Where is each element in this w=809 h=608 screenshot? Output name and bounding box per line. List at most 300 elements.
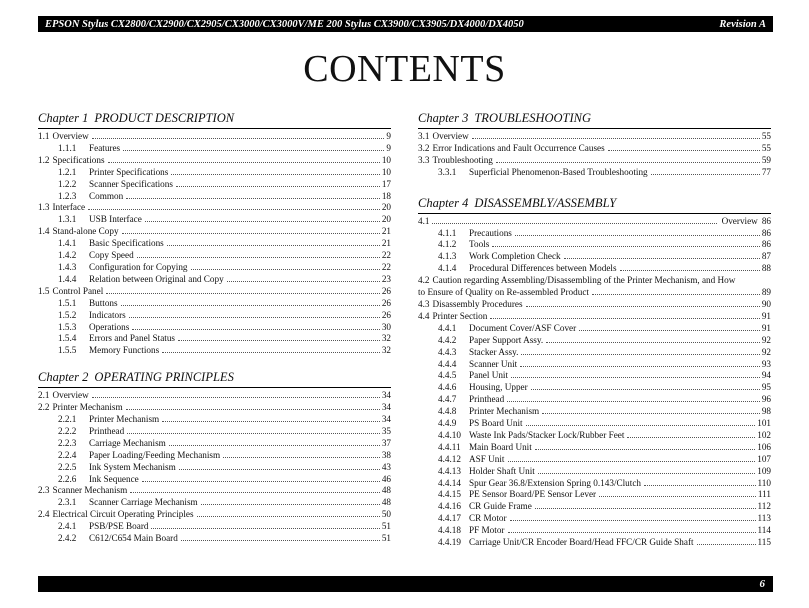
toc-entry-number: 4.4.14 — [438, 477, 461, 488]
toc-entry-number: 3.3.1 — [438, 166, 457, 177]
toc-entry-title: Scanner Carriage Mechanism — [89, 497, 198, 508]
toc-entry[interactable] — [38, 462, 391, 474]
dot-leader — [507, 401, 760, 402]
toc-entry-number: 3.3 — [418, 154, 430, 165]
dot-leader — [191, 269, 380, 270]
chapter-heading — [418, 195, 771, 214]
toc-page-number: 111 — [757, 489, 771, 500]
toc-entry-number: 4.4.5 — [438, 370, 457, 381]
toc-entry[interactable] — [418, 143, 771, 155]
dot-leader — [151, 528, 379, 529]
toc-entry-number: 4.1 — [418, 215, 430, 226]
chapter-number: Chapter 4 — [418, 195, 469, 210]
toc-entry-number: 1.5 — [38, 285, 50, 296]
toc-entry-number: 2.2.1 — [58, 414, 77, 425]
toc-entry-title-continued: to Ensure of Quality on Re-assembled Product — [418, 287, 589, 298]
toc-entry[interactable] — [418, 537, 771, 549]
toc-entry-number: 4.4.3 — [438, 346, 457, 357]
toc-entry-number: 2.3 — [38, 485, 50, 496]
dot-leader — [201, 504, 380, 505]
toc-page-number: 89 — [761, 287, 771, 298]
dot-leader — [181, 540, 380, 541]
dot-leader — [510, 520, 756, 521]
chapter-section — [418, 110, 771, 179]
toc-entry-number: 1.2 — [38, 154, 50, 165]
toc-entry[interactable] — [38, 322, 391, 334]
toc-entry-title: Printer Mechanism — [89, 414, 160, 425]
toc-entry[interactable] — [38, 474, 391, 486]
toc-page-number: 86 — [761, 215, 771, 226]
toc-entry-title: Carriage Unit/CR Encoder Board/Head FFC/CR Guide Shaft — [469, 537, 694, 548]
toc-entry-number: 3.2 — [418, 142, 430, 153]
page-title: CONTENTS — [303, 48, 506, 90]
toc-entry[interactable] — [38, 426, 391, 438]
dot-leader — [92, 397, 380, 398]
dot-leader — [520, 366, 760, 367]
toc-page-number: 88 — [761, 263, 771, 274]
toc-page-number: 106 — [757, 441, 771, 452]
toc-entry-title: Housing, Upper — [469, 382, 528, 393]
dot-leader — [106, 293, 380, 294]
toc-entry[interactable] — [38, 485, 391, 497]
dot-leader — [472, 138, 760, 139]
dot-leader — [564, 258, 760, 259]
toc-entry-number: 4.3 — [418, 298, 430, 309]
toc-entry-number: 4.4.17 — [438, 513, 461, 524]
toc-page-number: 35 — [381, 425, 391, 436]
toc-entry-title: Work Completion Check — [469, 251, 561, 262]
dot-leader — [132, 329, 380, 330]
toc-entry[interactable] — [38, 191, 391, 203]
dot-leader — [542, 413, 760, 414]
dot-leader — [167, 245, 380, 246]
toc-entry[interactable] — [38, 310, 391, 322]
chapter-heading — [418, 110, 771, 129]
dot-leader — [126, 198, 380, 199]
toc-page-number: 26 — [381, 285, 391, 296]
toc-entry-title: Printer Specifications — [89, 166, 169, 177]
toc-entry-title: Overview — [432, 131, 469, 141]
dot-leader — [644, 485, 756, 486]
toc-entry[interactable] — [38, 533, 391, 545]
toc-page-number: 50 — [381, 509, 391, 520]
toc-entry[interactable] — [418, 311, 771, 323]
dot-leader — [511, 377, 760, 378]
toc-entry[interactable] — [418, 442, 771, 454]
toc-page-number: 91 — [761, 310, 771, 321]
toc-entry[interactable] — [418, 359, 771, 371]
toc-entry-title: Scanner Mechanism — [52, 485, 128, 496]
toc-entry-title: Printer Mechanism — [52, 402, 123, 413]
chapter-number: Chapter 1 — [38, 111, 89, 125]
toc-entry-number: 4.4.9 — [438, 418, 457, 429]
toc-entry-number: 1.5.3 — [58, 321, 77, 332]
toc-entry-number: 4.4.11 — [438, 441, 461, 452]
toc-page-number: 112 — [757, 501, 771, 512]
toc-entry-title: Ink System Mechanism — [89, 461, 176, 472]
toc-entry[interactable] — [418, 489, 771, 501]
toc-entry-title: Procedural Differences between Models — [469, 263, 617, 274]
toc-page-number: 37 — [381, 437, 391, 448]
toc-entry[interactable] — [38, 250, 391, 262]
toc-page-number: 115 — [757, 537, 771, 548]
toc-entry-number: 2.2.2 — [58, 425, 77, 436]
toc-entry-title: Error Indications and Fault Occurrence Causes — [432, 142, 605, 153]
toc-page-number: 34 — [381, 402, 391, 413]
dot-leader — [227, 281, 380, 282]
dot-leader — [179, 469, 380, 470]
toc-entry-number: 2.4.1 — [58, 521, 77, 532]
dot-leader — [508, 461, 756, 462]
toc-entry-number: 1.3.1 — [58, 214, 77, 225]
toc-entry-title: Tools — [469, 239, 490, 250]
toc-left-column — [38, 110, 391, 548]
toc-entry[interactable] — [418, 251, 771, 263]
toc-page-number: 114 — [757, 525, 771, 536]
toc-entry[interactable] — [38, 238, 391, 250]
dot-leader — [546, 342, 760, 343]
toc-entry-number: 4.4.6 — [438, 382, 457, 393]
dot-leader — [651, 174, 760, 175]
toc-entry-number: 1.4.3 — [58, 261, 77, 272]
toc-entry-number: 4.4.18 — [438, 525, 461, 536]
toc-page-number: 109 — [757, 465, 771, 476]
dot-leader — [92, 138, 385, 139]
dot-leader — [162, 352, 380, 353]
toc-entry[interactable] — [418, 155, 771, 167]
toc-entry-number: 2.2 — [38, 402, 50, 413]
toc-entry-title: Carriage Mechanism — [89, 437, 166, 448]
toc-entry-number: 1.5.4 — [58, 333, 77, 344]
toc-entry-title: Features — [89, 142, 121, 153]
toc-entry-title: Printer Section — [432, 310, 488, 321]
toc-entry[interactable] — [38, 333, 391, 345]
toc-entry-title: ASF Unit — [469, 453, 505, 464]
toc-page-number: 20 — [381, 202, 391, 213]
toc-page-number: 101 — [757, 418, 771, 429]
toc-entry[interactable] — [38, 450, 391, 462]
toc-entry[interactable] — [418, 335, 771, 347]
toc-page-number: 32 — [381, 333, 391, 344]
toc-entry-title: Overview — [721, 215, 758, 226]
toc-entry-title: Printer Mechanism — [469, 406, 540, 417]
dot-leader — [535, 449, 755, 450]
toc-entry[interactable] — [418, 131, 771, 143]
toc-entry[interactable] — [418, 323, 771, 335]
toc-page-number: 22 — [381, 250, 391, 261]
toc-entry-number: 2.4 — [38, 509, 50, 520]
toc-entry[interactable] — [38, 143, 391, 155]
toc-entry-number: 4.4.8 — [438, 406, 457, 417]
toc-entry-number: 4.1.3 — [438, 251, 457, 262]
toc-right-column — [418, 110, 771, 552]
dot-leader — [432, 223, 716, 224]
dot-leader — [592, 294, 760, 295]
toc-entry-number: 1.5.2 — [58, 309, 77, 320]
dot-leader — [169, 445, 380, 446]
toc-entry-title: Stacker Assy. — [469, 346, 519, 357]
toc-entry-title: PE Sensor Board/PE Sensor Lever — [469, 489, 597, 500]
toc-entry[interactable] — [38, 414, 391, 426]
toc-entry[interactable] — [38, 214, 391, 226]
chapter-section — [38, 110, 391, 357]
toc-page-number: 110 — [757, 477, 771, 488]
toc-entry-number: 2.4.2 — [58, 533, 77, 544]
toc-entry-title: Common — [89, 190, 124, 201]
toc-entry-title: Overview — [52, 390, 89, 401]
toc-entry[interactable] — [38, 345, 391, 357]
toc-page-number: 30 — [381, 321, 391, 332]
revision-label: Revision A — [719, 18, 766, 30]
toc-entry-number: 4.4.19 — [438, 537, 461, 548]
toc-entry[interactable] — [38, 286, 391, 298]
dot-leader — [142, 481, 380, 482]
dot-leader — [223, 457, 380, 458]
toc-entry-title: Basic Specifications — [89, 238, 164, 249]
toc-entry[interactable] — [418, 430, 771, 442]
toc-page-number: 86 — [761, 239, 771, 250]
chapter-section — [418, 195, 771, 549]
dot-leader — [526, 306, 760, 307]
toc-page-number: 10 — [381, 154, 391, 165]
toc-entry-title: Spur Gear 36.8/Extension Spring 0.143/Clutch — [469, 477, 641, 488]
toc-entry[interactable] — [38, 131, 391, 143]
toc-page-number: 43 — [381, 461, 391, 472]
toc-entry[interactable] — [38, 521, 391, 533]
toc-page-number: 21 — [381, 226, 391, 237]
chapter-name: PRODUCT DESCRIPTION — [94, 111, 235, 125]
dot-leader — [121, 305, 380, 306]
toc-entry-title: Precautions — [469, 227, 512, 238]
toc-page-number: 18 — [381, 190, 391, 201]
toc-entry[interactable] — [38, 262, 391, 274]
toc-entry-number: 4.4.4 — [438, 358, 457, 369]
toc-entry[interactable] — [418, 382, 771, 394]
dot-leader — [508, 532, 756, 533]
chapter-heading — [38, 110, 391, 129]
dot-leader — [521, 354, 759, 355]
toc-entry[interactable] — [418, 454, 771, 466]
toc-page-number: 90 — [761, 298, 771, 309]
dot-leader — [126, 409, 380, 410]
toc-entry-number: 4.1.1 — [438, 227, 457, 238]
toc-page-number: 59 — [761, 154, 771, 165]
dot-leader — [608, 150, 760, 151]
toc-entry-title: C612/C654 Main Board — [89, 533, 178, 544]
toc-entry-title: Paper Loading/Feeding Mechanism — [89, 449, 221, 460]
toc-entry-title: Specifications — [52, 154, 105, 165]
dot-leader — [197, 516, 380, 517]
dot-leader — [122, 233, 380, 234]
dot-leader — [538, 473, 755, 474]
toc-entry[interactable] — [418, 347, 771, 359]
toc-entry-number: 1.1 — [38, 131, 50, 141]
chapter-name: TROUBLESHOOTING — [474, 111, 592, 125]
dot-leader — [515, 235, 760, 236]
toc-entry[interactable] — [418, 167, 771, 179]
dot-leader — [492, 246, 760, 247]
dot-leader — [176, 186, 380, 187]
toc-entry[interactable] — [418, 513, 771, 525]
toc-entry[interactable] — [418, 239, 771, 251]
toc-entry[interactable] — [38, 179, 391, 191]
toc-page-number: 34 — [381, 390, 391, 401]
dot-leader — [599, 496, 756, 497]
toc-entry-number: 1.5.5 — [58, 345, 77, 356]
dot-leader — [127, 433, 380, 434]
toc-entry-title: Printhead — [89, 425, 125, 436]
chapter-name: DISASSEMBLY/ASSEMBLY — [474, 195, 617, 210]
document-header-title: EPSON Stylus CX2800/CX2900/CX2905/CX3000/CX3000V/ME 200 Stylus CX3900/CX3905/DX4000/DX4050 — [45, 18, 524, 30]
toc-entry[interactable] — [418, 466, 771, 478]
toc-entry-title: Memory Functions — [89, 345, 160, 356]
toc-entry-title: Holder Shaft Unit — [469, 465, 535, 476]
toc-entry-title: Scanner Specifications — [89, 178, 173, 189]
toc-page-number: 92 — [761, 334, 771, 345]
toc-entry[interactable] — [418, 299, 771, 311]
toc-entry[interactable] — [38, 438, 391, 450]
toc-page-number: 98 — [761, 406, 771, 417]
toc-entry-number: 2.2.3 — [58, 437, 77, 448]
toc-entry[interactable] — [38, 167, 391, 179]
toc-entry-number: 1.2.1 — [58, 166, 77, 177]
toc-entry[interactable] — [38, 274, 391, 286]
toc-entry-number: 1.5.1 — [58, 297, 77, 308]
toc-page-number: 9 — [386, 142, 391, 153]
toc-entry-title: Document Cover/ASF Cover — [469, 322, 577, 333]
dot-leader — [145, 221, 380, 222]
page-number: 6 — [759, 578, 765, 590]
toc-page-number: 32 — [381, 345, 391, 356]
dot-leader — [88, 209, 380, 210]
toc-entry-title: Electrical Circuit Operating Principles — [52, 509, 194, 520]
dot-leader — [137, 257, 380, 258]
toc-entry[interactable] — [418, 275, 771, 299]
dot-leader — [535, 508, 756, 509]
toc-page-number: 96 — [761, 394, 771, 405]
toc-entry-number: 2.2.5 — [58, 461, 77, 472]
toc-entry-title: Indicators — [89, 309, 126, 320]
toc-entry-number: 4.2 — [418, 275, 430, 286]
toc-entry-number: 1.4.2 — [58, 250, 77, 261]
dot-leader — [620, 270, 760, 271]
chapter-heading — [38, 369, 391, 388]
toc-entry[interactable] — [38, 202, 391, 214]
toc-entry-title: PS Board Unit — [469, 418, 523, 429]
toc-page-number: 34 — [381, 414, 391, 425]
toc-page-number: 48 — [381, 497, 391, 508]
toc-entry-number: 3.1 — [418, 131, 430, 141]
dot-leader — [579, 330, 760, 331]
toc-entry[interactable] — [38, 390, 391, 402]
toc-entry-title: Scanner Unit — [469, 358, 518, 369]
dot-leader — [171, 174, 379, 175]
toc-entry-number: 4.4.15 — [438, 489, 461, 500]
toc-entry-title: Panel Unit — [469, 370, 509, 381]
toc-page-number: 26 — [381, 297, 391, 308]
toc-entry[interactable] — [38, 497, 391, 509]
toc-entry[interactable] — [418, 228, 771, 240]
toc-entry-title: Paper Support Assy. — [469, 334, 544, 345]
toc-entry-title: Ink Sequence — [89, 473, 139, 484]
toc-entry-number: 2.1 — [38, 390, 50, 401]
toc-page-number: 92 — [761, 346, 771, 357]
toc-entry[interactable] — [418, 418, 771, 430]
toc-entry-title: Copy Speed — [89, 250, 134, 261]
toc-page-number: 46 — [381, 473, 391, 484]
toc-entry-number: 1.1.1 — [58, 142, 77, 153]
toc-entry[interactable] — [418, 478, 771, 490]
document-header-bar — [38, 16, 773, 32]
toc-entry-number: 4.1.2 — [438, 239, 457, 250]
toc-page-number: 23 — [381, 273, 391, 284]
toc-entry-number: 4.4.12 — [438, 453, 461, 464]
toc-entry-number: 4.4.1 — [438, 322, 457, 333]
toc-entry-number: 1.2.2 — [58, 178, 77, 189]
toc-entry[interactable] — [418, 501, 771, 513]
toc-entry[interactable] — [418, 394, 771, 406]
chapter-number: Chapter 3 — [418, 111, 469, 125]
toc-page-number: 87 — [761, 251, 771, 262]
dot-leader — [490, 318, 759, 319]
toc-entry-number: 4.4 — [418, 310, 430, 321]
dot-leader — [129, 317, 380, 318]
toc-entry-title: Troubleshooting — [432, 154, 493, 165]
dot-leader — [526, 425, 756, 426]
toc-page-number: 93 — [761, 358, 771, 369]
toc-entry-title: Errors and Panel Status — [89, 333, 175, 344]
toc-entry-title: Superficial Phenomenon-Based Troubleshooting — [469, 166, 648, 177]
toc-entry-title: Buttons — [89, 297, 118, 308]
toc-entry[interactable] — [418, 525, 771, 537]
toc-page-number: 86 — [761, 227, 771, 238]
toc-entry-number: 1.4.4 — [58, 273, 77, 284]
toc-page-number: 55 — [761, 131, 771, 141]
chapter-section — [38, 369, 391, 545]
toc-page-number: 10 — [381, 166, 391, 177]
toc-entry[interactable] — [38, 509, 391, 521]
toc-entry[interactable] — [38, 298, 391, 310]
toc-entry-title: Configuration for Copying — [89, 261, 188, 272]
dot-leader — [178, 340, 380, 341]
toc-entry[interactable] — [38, 155, 391, 167]
toc-entry-number: 4.4.13 — [438, 465, 461, 476]
toc-entry-title: CR Guide Frame — [469, 501, 532, 512]
toc-page-number: 48 — [381, 485, 391, 496]
toc-entry-title: Stand-alone Copy — [52, 226, 119, 237]
toc-entry[interactable] — [38, 226, 391, 238]
toc-entry-number: 1.4 — [38, 226, 50, 237]
toc-page-number: 22 — [381, 261, 391, 272]
toc-entry[interactable] — [418, 263, 771, 275]
toc-entry-number: 4.4.2 — [438, 334, 457, 345]
toc-entry-title: Printhead — [469, 394, 505, 405]
toc-page-number: 91 — [761, 322, 771, 333]
toc-entry-number: 4.4.10 — [438, 429, 461, 440]
dot-leader — [496, 162, 760, 163]
toc-page-number: 21 — [381, 238, 391, 249]
toc-entry-number: 2.3.1 — [58, 497, 77, 508]
toc-entry-title: CR Motor — [469, 513, 507, 524]
toc-page-number: 38 — [381, 449, 391, 460]
toc-entry-title: Interface — [52, 202, 86, 213]
toc-entry[interactable] — [418, 216, 771, 228]
toc-entry[interactable] — [418, 370, 771, 382]
toc-entry[interactable] — [38, 402, 391, 414]
toc-page-number: 26 — [381, 309, 391, 320]
toc-entry[interactable] — [418, 406, 771, 418]
toc-entry-title: PF Motor — [469, 525, 505, 536]
